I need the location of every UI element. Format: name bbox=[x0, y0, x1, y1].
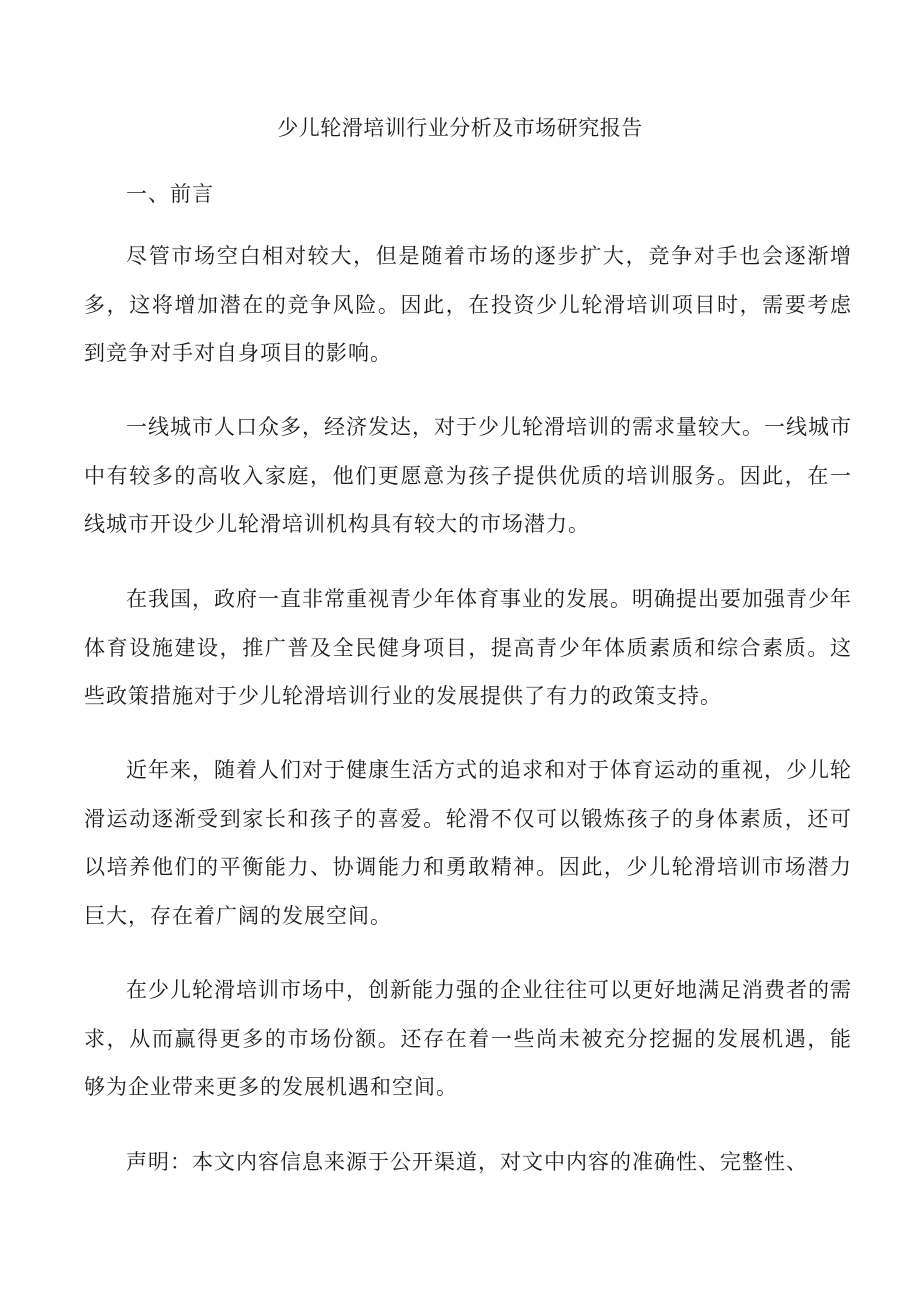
paragraph-3: 在我国，政府一直非常重视青少年体育事业的发展。明确提出要加强青少年体育设施建设，推广普及全民健身项目，提高青少年体质素质和综合素质。这些政策措施对于少儿轮滑培训行业的发展提供了有力的政策支持。 bbox=[84, 587, 852, 708]
disclaimer-paragraph: 声明：本文内容信息来源于公开渠道，对文中内容的准确性、完整性、 bbox=[126, 1150, 808, 1174]
paragraph-2: 一线城市人口众多，经济发达，对于少儿轮滑培训的需求量较大。一线城市中有较多的高收入家庭，他们更愿意为孩子提供优质的培训服务。因此，在一线城市开设少儿轮滑培训机构具有较大的市场潜力。 bbox=[84, 415, 852, 536]
section-heading: 一、前言 bbox=[126, 182, 214, 206]
paragraph-5: 在少儿轮滑培训市场中，创新能力强的企业往往可以更好地满足消费者的需求，从而赢得更多的市场份额。还存在着一些尚未被充分挖掘的发展机遇，能够为企业带来更多的发展机遇和空间。 bbox=[84, 978, 852, 1099]
document-title: 少儿轮滑培训行业分析及市场研究报告 bbox=[277, 116, 643, 140]
paragraph-1: 尽管市场空白相对较大，但是随着市场的逐步扩大，竞争对手也会逐渐增多，这将增加潜在的竞争风险。因此，在投资少儿轮滑培训项目时，需要考虑到竞争对手对自身项目的影响。 bbox=[84, 244, 852, 365]
paragraph-4: 近年来，随着人们对于健康生活方式的追求和对于体育运动的重视，少儿轮滑运动逐渐受到家长和孩子的喜爱。轮滑不仅可以锻炼孩子的身体素质，还可以培养他们的平衡能力、协调能力和勇敢精神。因此，少儿轮滑培训市场潜力巨大，存在着广阔的发展空间。 bbox=[84, 758, 852, 928]
